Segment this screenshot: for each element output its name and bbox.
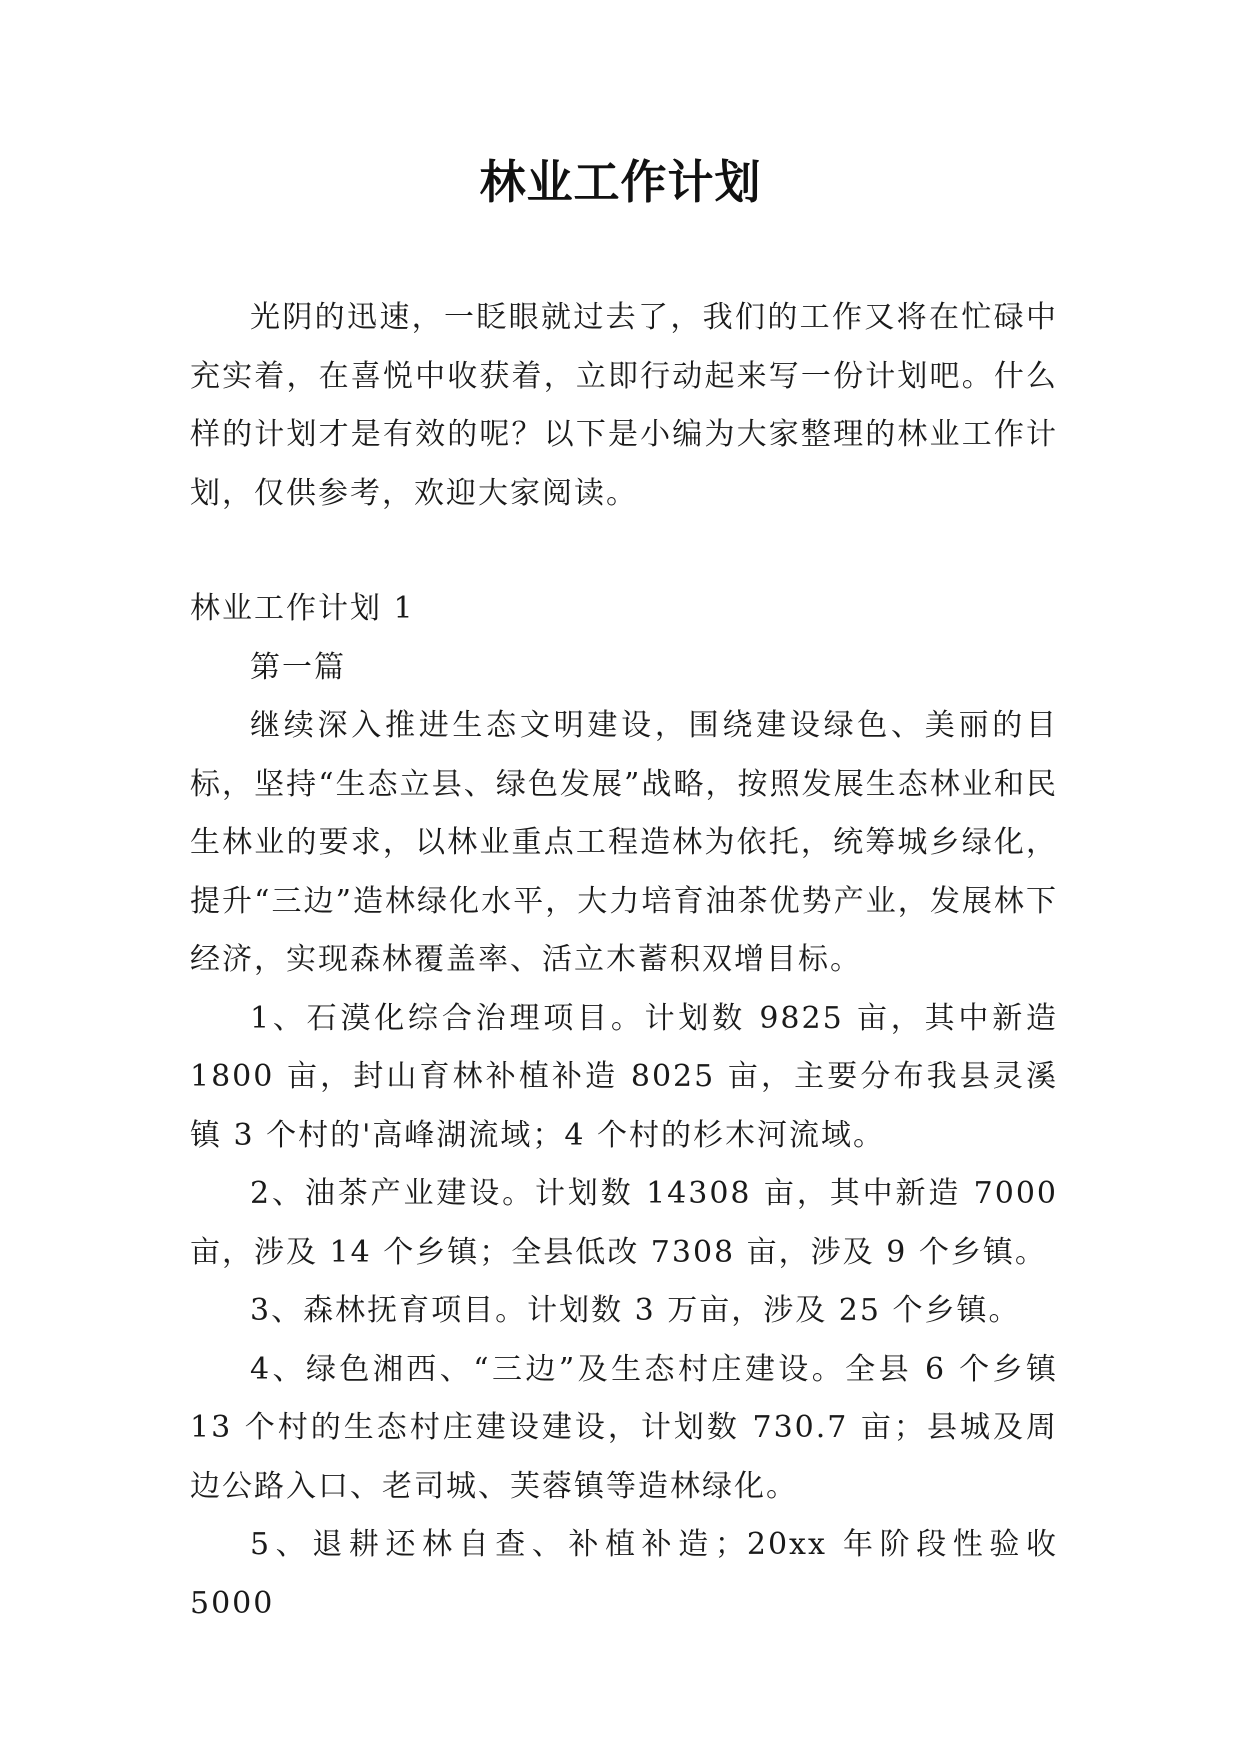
- sub-heading: 第一篇: [250, 649, 346, 685]
- paragraph-item-2: 2、油茶产业建设。计划数 14308 亩，其中新造 7000 亩，涉及 14 个乡镇；全县低改 7308 亩，涉及 9 个乡镇。: [190, 1176, 1058, 1270]
- intro-block: [190, 289, 1058, 523]
- paragraph-item-5: 5、退耕还林自查、补植补造；20xx 年阶段性验收 5000: [190, 1527, 1058, 1621]
- intro-paragraph: 光阴的迅速，一眨眼就过去了，我们的工作又将在忙碌中充实着，在喜悦中收获着，立即行动起来写一份计划吧。什么样的计划才是有效的呢？以下是小编为大家整理的林业工作计划，仅供参考，欢迎大家阅读。: [190, 300, 1058, 511]
- paragraph-item-1: 1、石漠化综合治理项目。计划数 9825 亩，其中新造 1800 亩，封山育林补植补造 8025 亩，主要分布我县灵溪镇 3 个村的'高峰湖流域；4 个村的杉木河流域。: [190, 1000, 1058, 1153]
- paragraph-overview: 继续深入推进生态文明建设，围绕建设绿色、美丽的目标，坚持“生态立县、绿色发展”战略，按照发展生态林业和民生林业的要求，以林业重点工程造林为依托，统筹城乡绿化，提升“三边”造林绿化水平，大力培育油茶优势产业，发展林下经济，实现森林覆盖率、活立木蓄积双增目标。: [190, 708, 1058, 977]
- section-heading: 林业工作计划 1: [190, 591, 415, 626]
- paragraph-item-3: 3、森林抚育项目。计划数 3 万亩，涉及 25 个乡镇。: [250, 1293, 1021, 1328]
- paragraph-item-4: 4、绿色湘西、“三边”及生态村庄建设。全县 6 个乡镇 13 个村的生态村庄建设建设，计划数 730.7 亩；县城及周边公路入口、老司城、芙蓉镇等造林绿化。: [190, 1351, 1058, 1504]
- document-title: 林业工作计划: [479, 155, 762, 209]
- plan-section: [190, 580, 1058, 1633]
